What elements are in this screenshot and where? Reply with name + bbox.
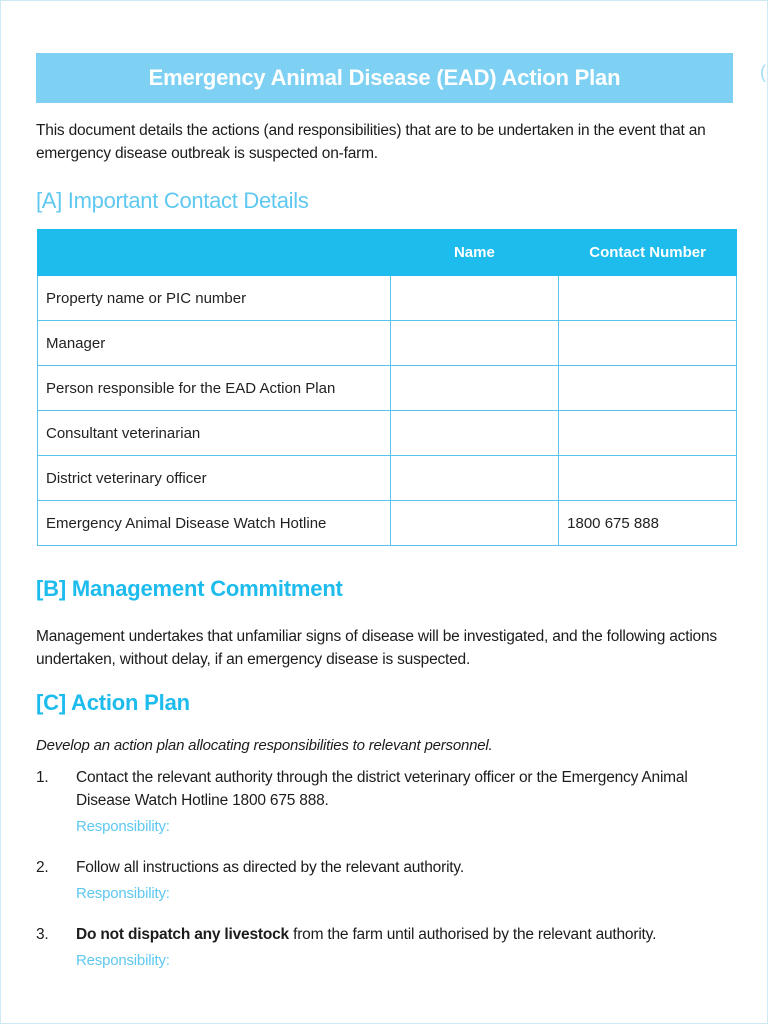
step-text: Contact the relevant authority through the district veterinary officer or the Emergency Animal Disease Watch Hotline 1800 675 888. bbox=[76, 769, 688, 809]
action-plan-intro: Develop an action plan allocating responsibilities to relevant personnel. bbox=[36, 737, 493, 754]
name-cell[interactable] bbox=[390, 456, 559, 501]
row-label: Consultant veterinarian bbox=[38, 411, 391, 456]
table-row bbox=[38, 456, 737, 501]
step-text bbox=[76, 923, 726, 946]
name-cell[interactable] bbox=[390, 411, 559, 456]
name-cell[interactable] bbox=[390, 321, 559, 366]
table-row bbox=[38, 501, 737, 546]
contact-cell[interactable] bbox=[559, 321, 737, 366]
name-cell[interactable] bbox=[390, 366, 559, 411]
row-label: Property name or PIC number bbox=[38, 276, 391, 321]
table-row bbox=[38, 411, 737, 456]
section-c-heading: [C] Action Plan bbox=[36, 690, 190, 715]
responsibility-field[interactable]: Responsibility: bbox=[76, 818, 170, 835]
row-label: Emergency Animal Disease Watch Hotline bbox=[38, 501, 391, 546]
row-label: District veterinary officer bbox=[38, 456, 391, 501]
column-header-contact: Contact Number bbox=[559, 230, 737, 276]
row-label: Manager bbox=[38, 321, 391, 366]
step-text-rest: from the farm until authorised by the relevant authority. bbox=[288, 926, 657, 943]
step-number: 2. bbox=[36, 859, 49, 876]
responsibility-field[interactable]: Responsibility: bbox=[76, 952, 170, 969]
intro-paragraph: This document details the actions (and responsibilities) that are to be undertaken in the event that an emergency disease outbreak is suspected on-farm. bbox=[36, 122, 706, 162]
responsibility-field[interactable]: Responsibility: bbox=[76, 885, 170, 902]
step-emphasis: Do not dispatch any livestock bbox=[76, 926, 289, 943]
contact-table-header bbox=[38, 230, 737, 276]
commitment-paragraph: Management undertakes that unfamiliar signs of disease will be investigated, and the following actions undertaken, without delay, if an emergency disease is suspected. bbox=[36, 628, 717, 668]
row-label: Person responsible for the EAD Action Plan bbox=[38, 366, 391, 411]
table-row bbox=[38, 276, 737, 321]
contact-cell[interactable] bbox=[559, 366, 737, 411]
step-number: 3. bbox=[36, 926, 49, 943]
edge-mark: ( bbox=[760, 62, 766, 82]
document-title: Emergency Animal Disease (EAD) Action Plan bbox=[148, 65, 621, 90]
contact-cell: 1800 675 888 bbox=[559, 501, 737, 546]
table-row bbox=[38, 321, 737, 366]
contact-cell[interactable] bbox=[559, 456, 737, 501]
column-header-label bbox=[38, 230, 391, 276]
section-b-heading: [B] Management Commitment bbox=[36, 576, 343, 601]
contact-table bbox=[37, 229, 737, 546]
step-text: Follow all instructions as directed by the relevant authority. bbox=[76, 859, 464, 876]
step-number: 1. bbox=[36, 769, 49, 786]
table-row bbox=[38, 366, 737, 411]
contact-cell[interactable] bbox=[559, 411, 737, 456]
name-cell[interactable] bbox=[390, 501, 559, 546]
name-cell[interactable] bbox=[390, 276, 559, 321]
column-header-name: Name bbox=[390, 230, 559, 276]
section-a-heading: [A] Important Contact Details bbox=[36, 188, 309, 213]
title-banner bbox=[36, 53, 733, 103]
contact-cell[interactable] bbox=[559, 276, 737, 321]
